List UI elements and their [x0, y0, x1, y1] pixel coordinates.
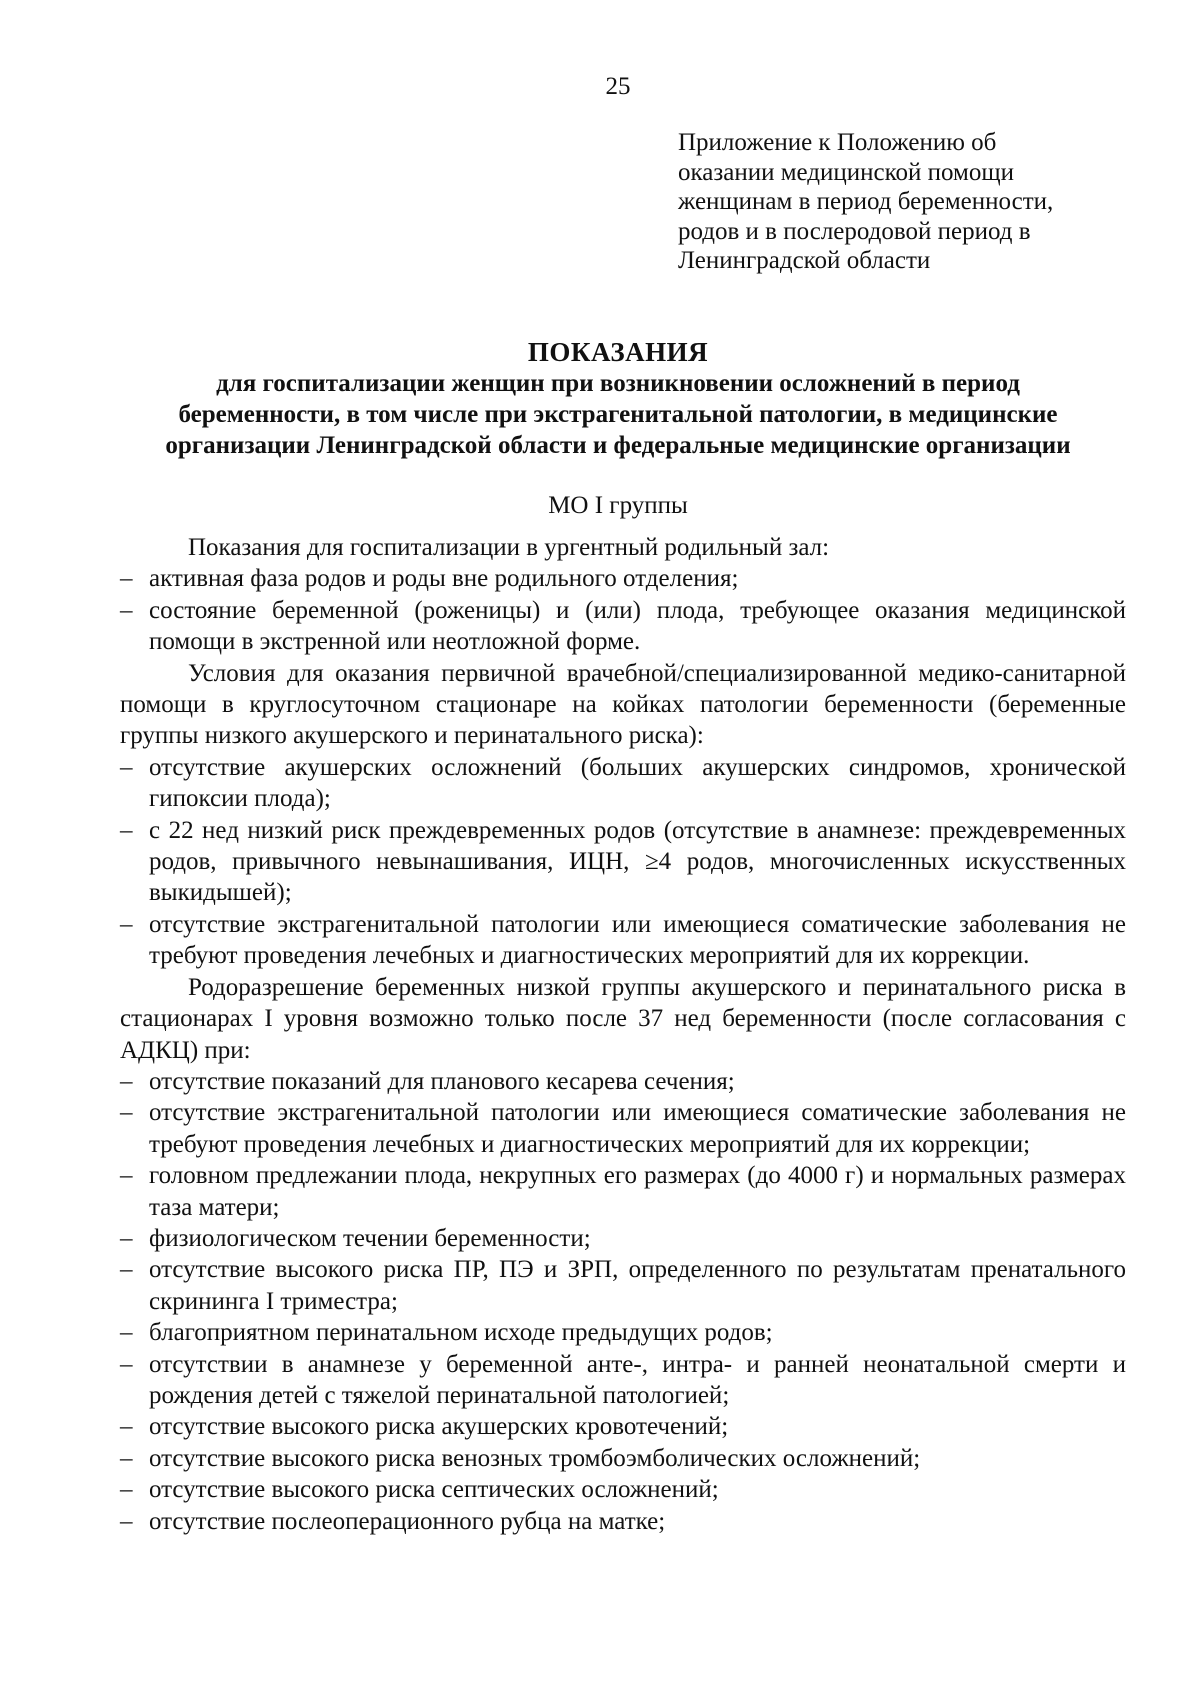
- list-item: – отсутствие показаний для планового кесарева сечения;: [120, 1066, 1126, 1097]
- subtitle-line: для госпитализации женщин при возникновении осложнений в период: [216, 370, 1020, 397]
- list-item: – состояние беременной (роженицы) и (или) плода, требующее оказания медицинской помощи в экстренной или неотложной форме.: [120, 595, 1126, 658]
- document-body: [120, 532, 1126, 1537]
- urgent-list: [120, 563, 1126, 657]
- document-heading: [120, 336, 1116, 461]
- list-item: – отсутствии в анамнезе у беременной анте-, интра- и ранней неонатальной смерти и рождения детей с тяжелой перинатальной патологией;: [120, 1349, 1126, 1412]
- list-item: – отсутствие послеоперационного рубца на матке;: [120, 1506, 1126, 1537]
- subtitle-line: организации Ленинградской области и федеральные медицинские организации: [165, 432, 1071, 459]
- list-item: – благоприятном перинатальном исходе предыдущих родов;: [120, 1317, 1126, 1348]
- delivery-intro: Родоразрешение беременных низкой группы акушерского и перинатального риска в стационарах I уровня возможно только после 37 нед беременности (после согласования с АДКЦ) при:: [120, 973, 1126, 1064]
- page-number: 25: [605, 73, 631, 100]
- appendix-line: Ленинградской области: [678, 247, 931, 274]
- list-item: – отсутствие высокого риска венозных тромбоэмболических осложнений;: [120, 1443, 1126, 1474]
- urgent-intro: Показания для госпитализации в ургентный родильный зал:: [188, 534, 830, 561]
- list-item: – отсутствие акушерских осложнений (больших акушерских синдромов, хронической гипоксии плода);: [120, 752, 1126, 815]
- list-item: – активная фаза родов и роды вне родильного отделения;: [120, 563, 1126, 594]
- list-item: – отсутствие экстрагенитальной патологии или имеющиеся соматические заболевания не требуют проведения лечебных и диагностических мероприятий для их коррекции;: [120, 1097, 1126, 1160]
- conditions-list: [120, 752, 1126, 972]
- appendix-note: [678, 128, 1118, 276]
- list-item: – отсутствие высокого риска акушерских кровотечений;: [120, 1411, 1126, 1442]
- list-item: – отсутствие экстрагенитальной патологии или имеющиеся соматические заболевания не требуют проведения лечебных и диагностических мероприятий для их коррекции.: [120, 909, 1126, 972]
- document-subtitle: [120, 368, 1116, 461]
- list-item: – головном предлежании плода, некрупных его размерах (до 4000 г) и нормальных размерах таза матери;: [120, 1160, 1126, 1223]
- appendix-line: родов и в послеродовой период в: [678, 217, 1031, 245]
- group-title: МО I группы: [548, 492, 688, 519]
- subtitle-line: беременности, в том числе при экстрагенитальной патологии, в медицинские: [178, 401, 1058, 428]
- list-item: – отсутствие высокого риска септических осложнений;: [120, 1474, 1126, 1505]
- appendix-line: оказании медицинской помощи: [678, 158, 1014, 186]
- list-item: – отсутствие высокого риска ПР, ПЭ и ЗРП, определенного по результатам пренатального скрининга I триместра;: [120, 1254, 1126, 1317]
- delivery-list: [120, 1066, 1126, 1537]
- conditions-intro: Условия для оказания первичной врачебной/специализированной медико-санитарной помощи в круглосуточном стационаре на койках патологии беременности (беременные группы низкого акушерского и перинатального риска):: [120, 659, 1126, 750]
- document-title: ПОКАЗАНИЯ: [527, 337, 709, 367]
- list-item: – физиологическом течении беременности;: [120, 1223, 1126, 1254]
- appendix-line: Приложение к Положению об: [678, 129, 997, 156]
- list-item: – с 22 нед низкий риск преждевременных родов (отсутствие в анамнезе: преждевременных родов, привычного невынашивания, ИЦН, ≥4 родов, многочисленных искусственных выкидышей);: [120, 815, 1126, 909]
- appendix-line: женщинам в период беременности,: [678, 188, 1054, 215]
